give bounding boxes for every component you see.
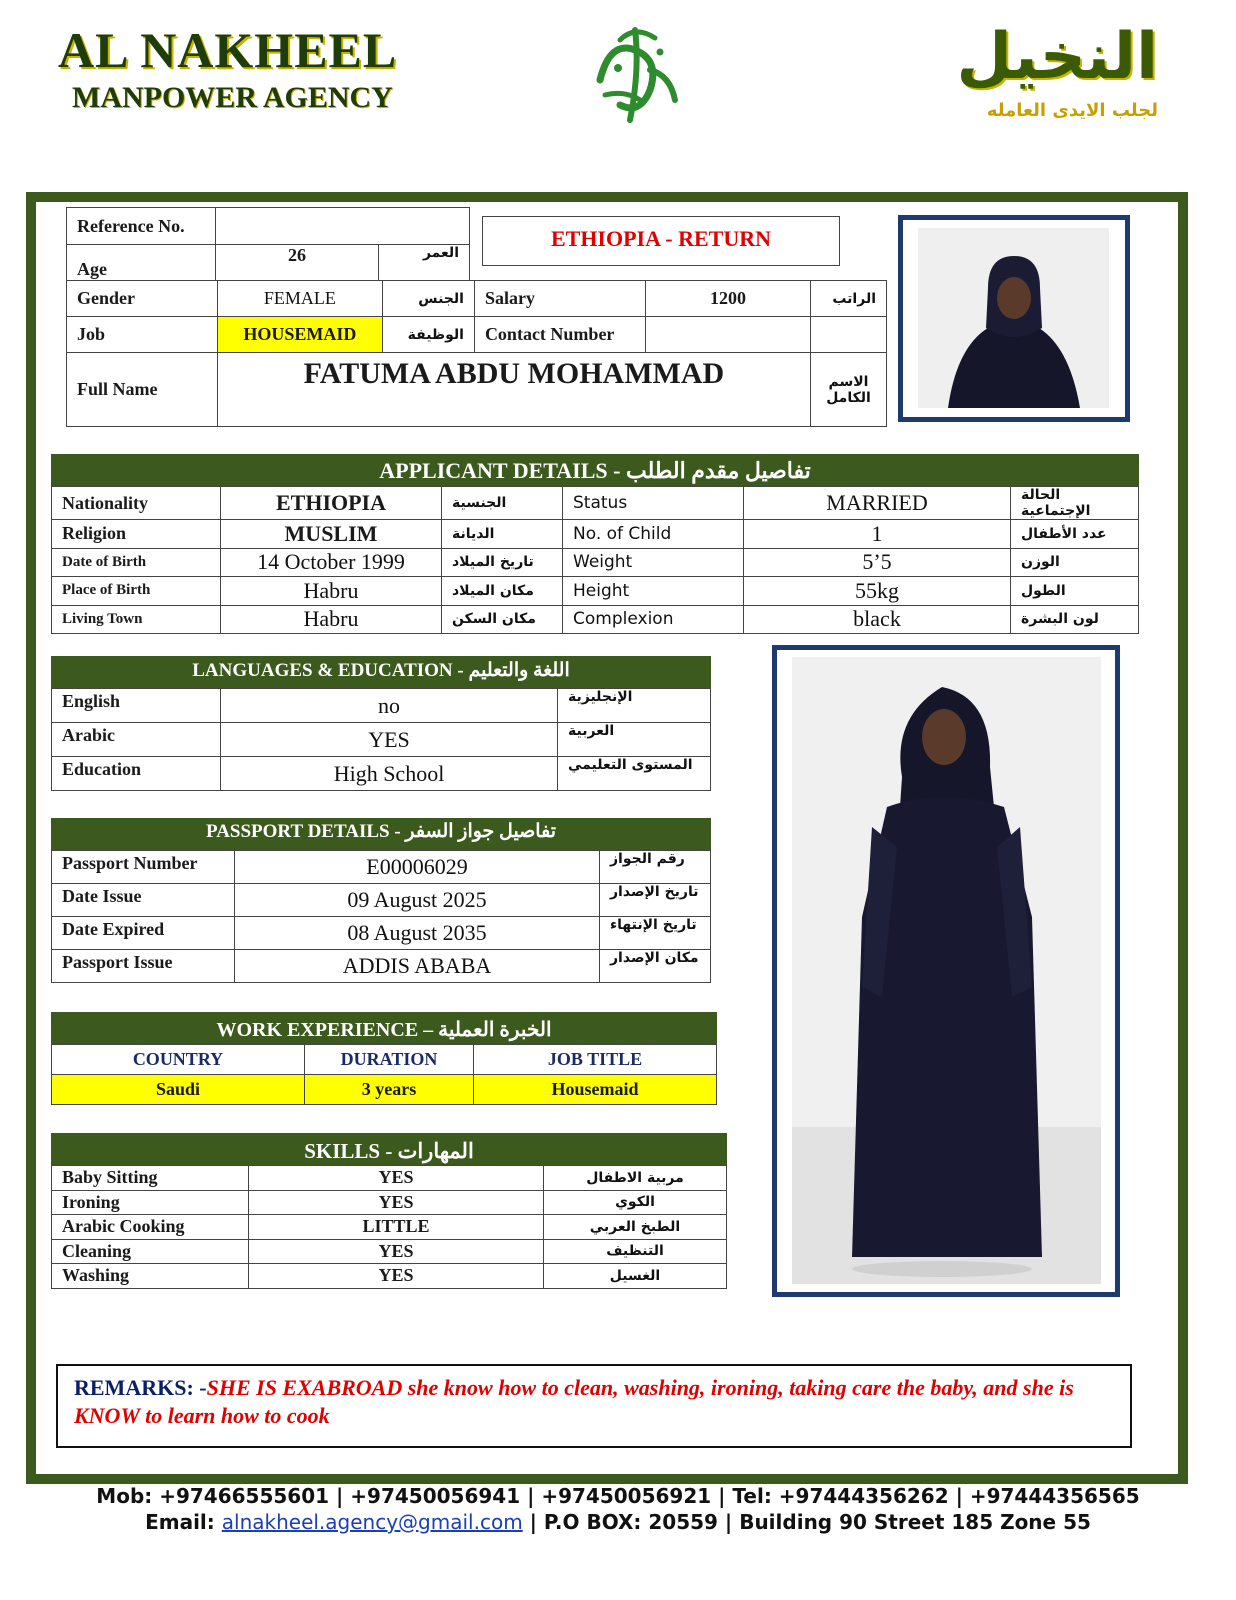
passport-value: 09 August 2025	[235, 884, 600, 917]
applicant-details-title: APPLICANT DETAILS - تفاصيل مقدم الطلب	[379, 458, 811, 483]
skill-label-ar: الغسيل	[544, 1264, 727, 1289]
passport-row	[52, 950, 711, 983]
work-country: Saudi	[52, 1075, 305, 1105]
skill-row	[52, 1166, 727, 1191]
contact-value	[646, 317, 811, 353]
applicant-label: Nationality	[52, 487, 221, 520]
fullname-label-ar: الاسم الكامل	[811, 353, 887, 427]
top-info-table-2	[66, 280, 887, 427]
age-value: 26	[216, 245, 379, 281]
work-header-country: COUNTRY	[52, 1045, 305, 1075]
passport-row	[52, 851, 711, 884]
skill-label: Cleaning	[52, 1239, 249, 1264]
work-experience-title: WORK EXPERIENCE – الخبرة العملية	[216, 1019, 552, 1041]
passport-value: E00006029	[235, 851, 600, 884]
contact-label: Contact Number	[474, 317, 645, 353]
skill-label: Ironing	[52, 1190, 249, 1215]
job-value: HOUSEMAID	[217, 317, 382, 353]
email-link[interactable]: alnakheel.agency@gmail.com	[221, 1510, 523, 1534]
work-header-duration: DURATION	[305, 1045, 474, 1075]
language-label-ar: الإنجليزية	[558, 689, 711, 723]
brand-name: AL NAKHEEL	[58, 22, 398, 78]
applicant-details-header	[51, 454, 1139, 486]
applicant-value: Habru	[221, 577, 442, 606]
language-label-ar: العربية	[558, 723, 711, 757]
country-banner	[482, 216, 840, 266]
applicant-value-2: 1	[744, 520, 1011, 549]
language-value: YES	[221, 723, 558, 757]
work-job-title: Housemaid	[474, 1075, 717, 1105]
passport-value: ADDIS ABABA	[235, 950, 600, 983]
applicant-row	[52, 605, 1139, 634]
passport-label: Passport Issue	[52, 950, 235, 983]
brand-name-arabic: النخيل	[956, 20, 1158, 94]
footer-address-line	[0, 1510, 1236, 1534]
applicant-label: Place of Birth	[52, 577, 221, 606]
language-value: High School	[221, 757, 558, 791]
passport-row	[52, 884, 711, 917]
work-experience-table	[51, 1044, 717, 1105]
applicant-label-ar-2: الوزن	[1011, 548, 1139, 577]
passport-header	[51, 818, 711, 850]
applicant-label-2: No. of Child	[563, 520, 744, 549]
job-label: Job	[67, 317, 218, 353]
language-row	[52, 723, 711, 757]
remarks-text: SHE IS EXABROAD she know how to clean, washing, ironing, taking care the baby, and she is KNOW to learn how to cook	[74, 1375, 1074, 1428]
top-info-table	[66, 207, 470, 281]
applicant-label-ar: الديانة	[442, 520, 563, 549]
applicant-label-ar: مكان السكن	[442, 605, 563, 634]
reference-label: Reference No.	[67, 208, 216, 245]
passport-label: Date Expired	[52, 917, 235, 950]
applicant-details-table	[51, 486, 1139, 634]
skill-label-ar: مربية الاطفال	[544, 1166, 727, 1191]
job-label-ar: الوظيفة	[382, 317, 474, 353]
applicant-label-ar-2: الطول	[1011, 577, 1139, 606]
brand-tagline: MANPOWER AGENCY	[72, 81, 393, 114]
skill-label-ar: الكوي	[544, 1190, 727, 1215]
footer-address: | P.O BOX: 20559 | Building 90 Street 185 Zone 55	[529, 1510, 1091, 1534]
work-experience-header	[51, 1012, 717, 1044]
applicant-label-2: Height	[563, 577, 744, 606]
skills-title: SKILLS - المهارات	[304, 1139, 474, 1163]
applicant-value-2: 5’5	[744, 548, 1011, 577]
applicant-value: Habru	[221, 605, 442, 634]
languages-header	[51, 656, 711, 688]
applicant-value-2: MARRIED	[744, 487, 1011, 520]
language-label: Education	[52, 757, 221, 791]
fullname-label: Full Name	[67, 353, 218, 427]
footer-phones: Mob: +97466555601 | +97450056941 | +97450056921 | Tel: +97444356262 | +97444356565	[96, 1484, 1140, 1508]
skill-value: YES	[249, 1264, 544, 1289]
banner-text: ETHIOPIA - RETURN	[550, 226, 772, 251]
skill-label-ar: الطبخ العربي	[544, 1215, 727, 1240]
applicant-label: Religion	[52, 520, 221, 549]
applicant-row	[52, 520, 1139, 549]
applicant-label-2: Status	[563, 487, 744, 520]
passport-value: 08 August 2035	[235, 917, 600, 950]
languages-title: LANGUAGES & EDUCATION - اللغة والتعليم	[192, 660, 570, 681]
applicant-label-ar-2: الحالة الإجتماعية	[1011, 487, 1139, 520]
applicant-value-2: 55kg	[744, 577, 1011, 606]
footer-contact-line	[0, 1484, 1236, 1508]
language-row	[52, 757, 711, 791]
skill-label-ar: التنظيف	[544, 1239, 727, 1264]
remarks-box	[56, 1364, 1132, 1448]
skill-row	[52, 1190, 727, 1215]
salary-label-ar: الراتب	[811, 281, 887, 317]
skill-label: Washing	[52, 1264, 249, 1289]
language-label-ar: المستوى التعليمي	[558, 757, 711, 791]
skill-row	[52, 1239, 727, 1264]
age-label: Age	[67, 245, 216, 281]
language-value: no	[221, 689, 558, 723]
gender-label-ar: الجنس	[382, 281, 474, 317]
skill-row	[52, 1264, 727, 1289]
brand-tagline-arabic: لجلب الايدى العامله	[986, 100, 1158, 121]
contact-empty	[811, 317, 887, 353]
applicant-label-2: Weight	[563, 548, 744, 577]
applicant-row	[52, 577, 1139, 606]
applicant-label-ar: الجنسية	[442, 487, 563, 520]
passport-label-ar: رقم الجواز	[600, 851, 711, 884]
languages-table	[51, 688, 711, 791]
salary-value: 1200	[646, 281, 811, 317]
portrait-photo	[918, 228, 1109, 408]
language-label: English	[52, 689, 221, 723]
passport-row	[52, 917, 711, 950]
passport-table	[51, 850, 711, 983]
passport-label-ar: تاريخ الإنتهاء	[600, 917, 711, 950]
skill-value: LITTLE	[249, 1215, 544, 1240]
passport-label-ar: تاريخ الإصدار	[600, 884, 711, 917]
age-label-ar: العمر	[379, 245, 470, 281]
applicant-label-ar: تاريخ الميلاد	[442, 548, 563, 577]
applicant-value-2: black	[744, 605, 1011, 634]
applicant-label-ar-2: عدد الأطفال	[1011, 520, 1139, 549]
full-body-photo	[792, 657, 1101, 1284]
gender-value: FEMALE	[217, 281, 382, 317]
applicant-value: ETHIOPIA	[221, 487, 442, 520]
remarks-label: REMARKS: -	[74, 1375, 207, 1400]
gender-label: Gender	[67, 281, 218, 317]
skill-value: YES	[249, 1239, 544, 1264]
applicant-label-ar: مكان الميلاد	[442, 577, 563, 606]
skill-row	[52, 1215, 727, 1240]
work-duration: 3 years	[305, 1075, 474, 1105]
brand-logo-english	[58, 22, 397, 118]
applicant-label: Date of Birth	[52, 548, 221, 577]
applicant-row	[52, 487, 1139, 520]
passport-label: Passport Number	[52, 851, 235, 884]
salary-label: Salary	[474, 281, 645, 317]
skills-table	[51, 1165, 727, 1289]
skills-header	[51, 1133, 727, 1165]
passport-label-ar: مكان الإصدار	[600, 950, 711, 983]
skill-label: Arabic Cooking	[52, 1215, 249, 1240]
palm-calligraphy-logo-icon	[580, 20, 690, 130]
applicant-value: 14 October 1999	[221, 548, 442, 577]
language-label: Arabic	[52, 723, 221, 757]
applicant-label-2: Complexion	[563, 605, 744, 634]
skill-value: YES	[249, 1166, 544, 1191]
language-row	[52, 689, 711, 723]
applicant-label-ar-2: لون البشرة	[1011, 605, 1139, 634]
work-header-job-title: JOB TITLE	[474, 1045, 717, 1075]
passport-label: Date Issue	[52, 884, 235, 917]
skill-value: YES	[249, 1190, 544, 1215]
footer-email-label: Email:	[145, 1510, 215, 1534]
brand-logo-arabic	[957, 22, 1158, 121]
passport-title: PASSPORT DETAILS - تفاصيل جواز السفر	[206, 821, 556, 842]
skill-label: Baby Sitting	[52, 1166, 249, 1191]
reference-value	[216, 208, 470, 245]
applicant-label: Living Town	[52, 605, 221, 634]
applicant-row	[52, 548, 1139, 577]
applicant-value: MUSLIM	[221, 520, 442, 549]
fullname-value: FATUMA ABDU MOHAMMAD	[217, 353, 810, 427]
